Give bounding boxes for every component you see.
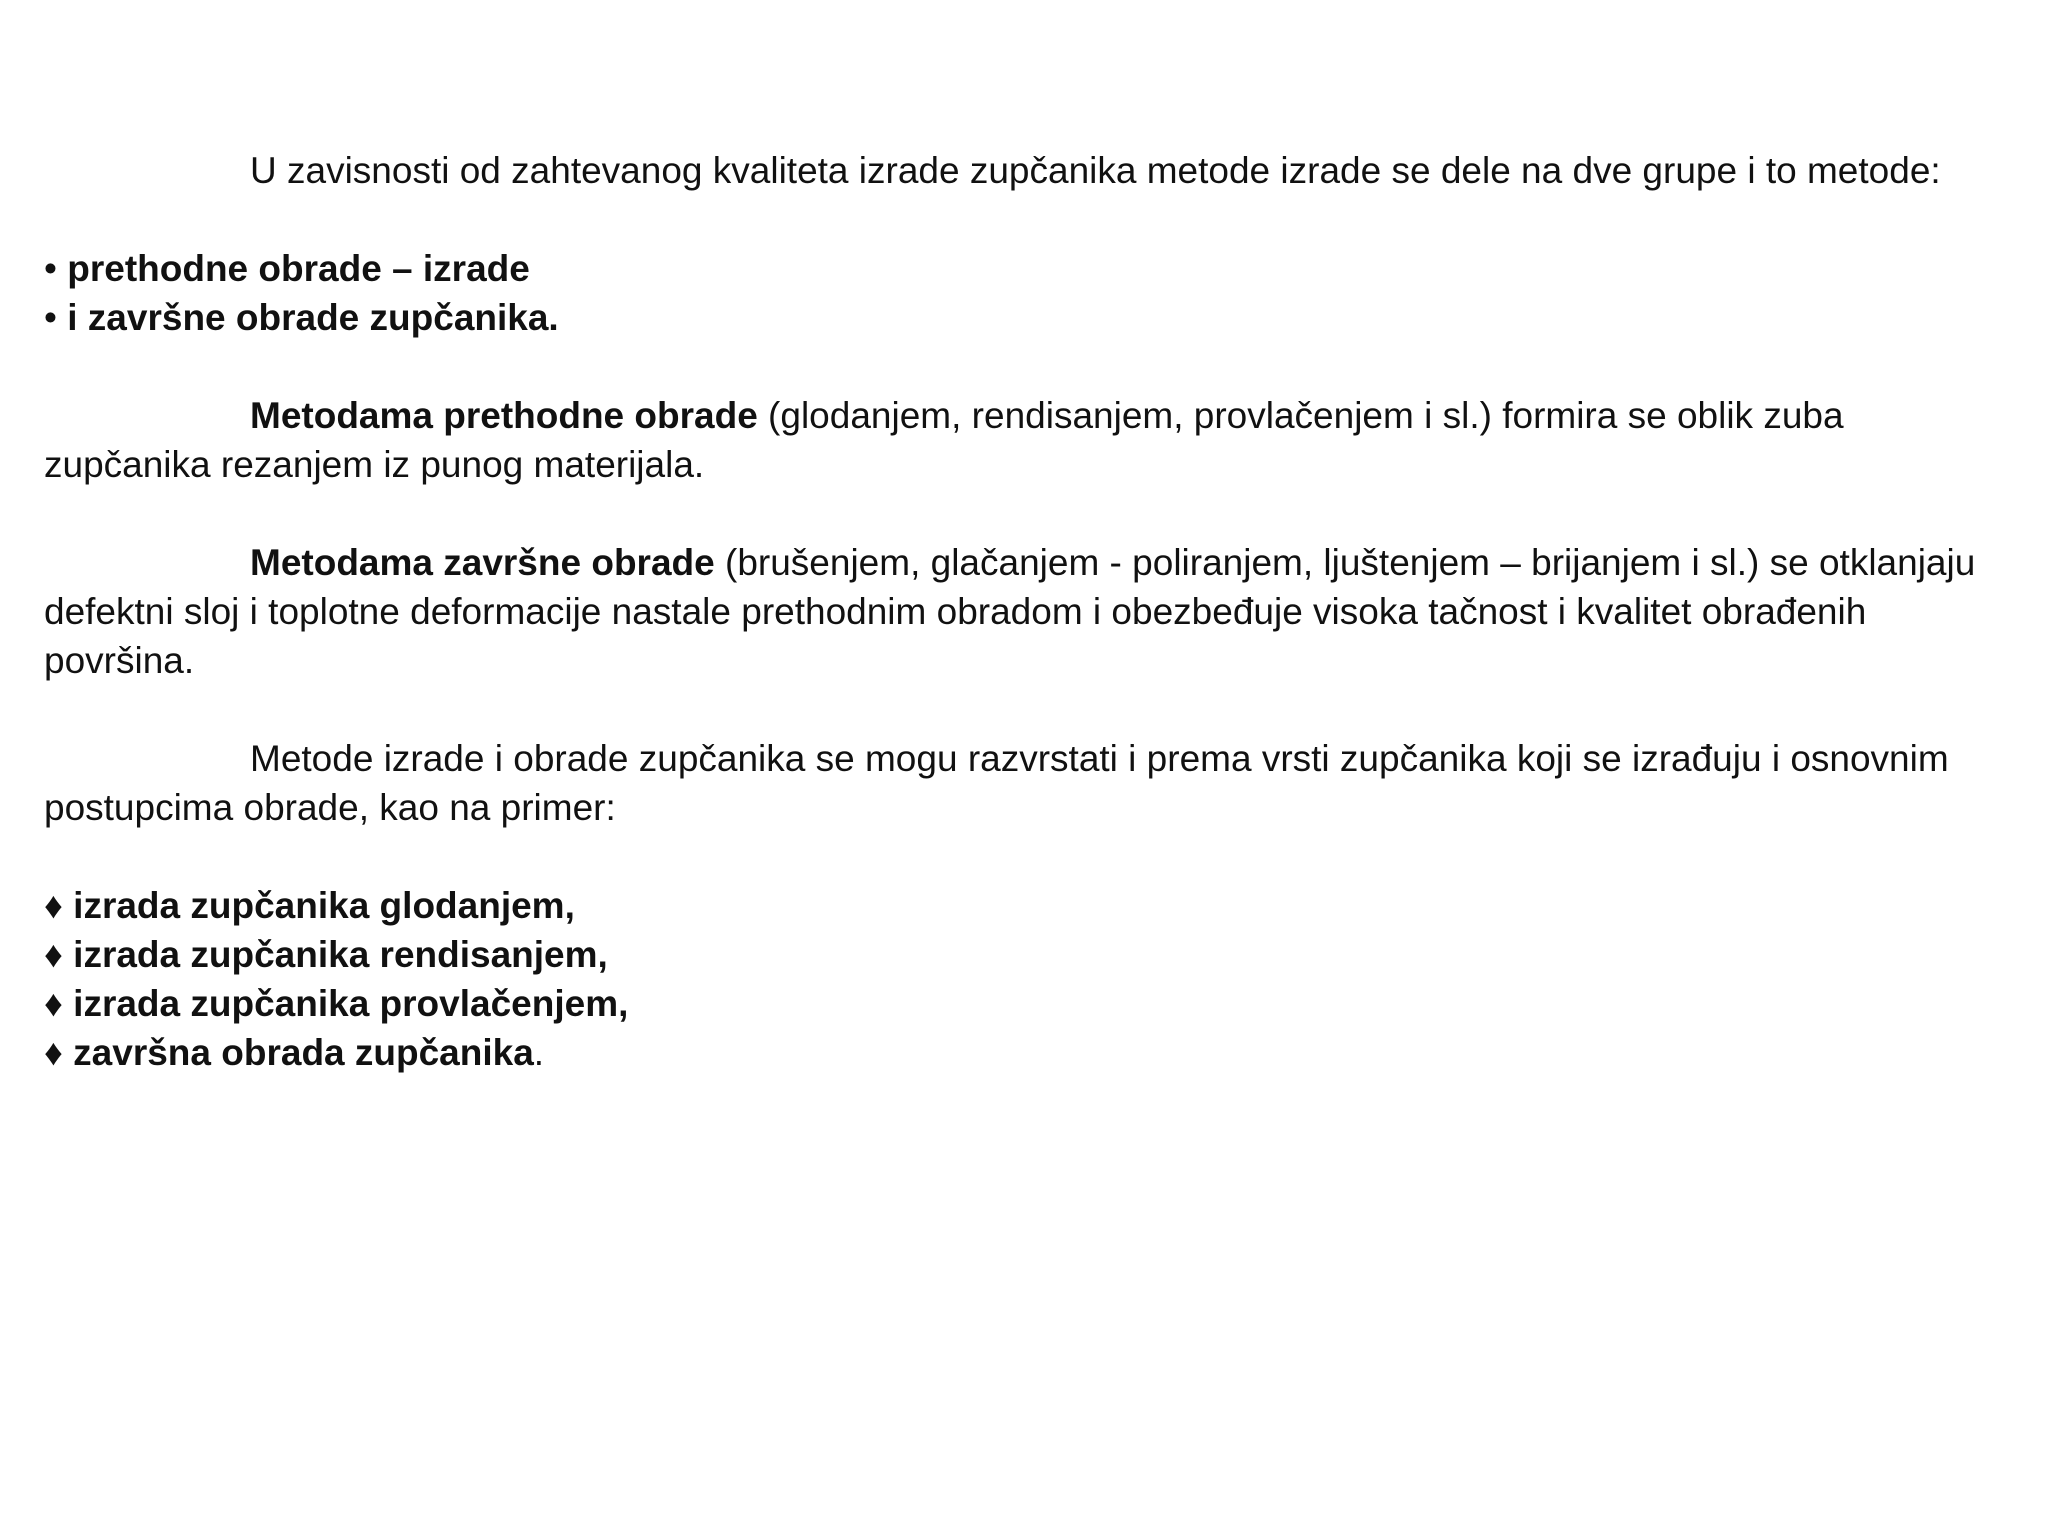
diamond-bullet-icon: ♦ (44, 885, 63, 926)
spacer (44, 342, 2014, 391)
spacer (44, 489, 2014, 538)
zavrsna-heading: Metodama završne obrade (250, 542, 715, 583)
list-item (44, 293, 2014, 342)
diamond-bullet-icon: ♦ (44, 934, 63, 975)
list-item-text: i završne obrade zupčanika. (67, 297, 559, 338)
list-item-text: izrada zupčanika provlačenjem, (73, 983, 629, 1024)
diamond-bullet-icon: ♦ (44, 1032, 63, 1073)
diamond-bullet-icon: ♦ (44, 983, 63, 1024)
methods-list (44, 881, 2014, 1077)
document-page (44, 146, 2014, 1077)
list-item-tail: . (533, 1032, 545, 1073)
intro-paragraph: U zavisnosti od zahtevanog kvaliteta izrade zupčanika metode izrade se dele na dve grupe i to metode: (250, 150, 1941, 191)
list-item-text: izrada zupčanika glodanjem, (73, 885, 575, 926)
list-item-text: izrada zupčanika rendisanjem, (73, 934, 608, 975)
razvrstavanje-paragraph: Metode izrade i obrade zupčanika se mogu razvrstati i prema vrsti zupčanika koji se izrađuju i osnovnim postupcima obrade, kao na primer: (44, 738, 1949, 828)
list-item-text: prethodne obrade – izrade (67, 248, 530, 289)
zavrsna-text: (brušenjem, glačanjem - poliranjem, ljuštenjem – brijanjem i sl.) se otklanjaju defektni sloj i toplotne deformacije nastale prethodnim obradom i obezbeđuje visoka tačnost i kvalitet obrađenih površina. (44, 542, 1976, 681)
list-item (44, 881, 2014, 930)
list-item (44, 979, 2014, 1028)
prethodna-text: (glodanjem, rendisanjem, provlačenjem i sl.) formira se oblik zuba zupčanika rezanjem iz punog materijala. (44, 395, 1844, 485)
prethodna-paragraph (44, 391, 2014, 489)
spacer (44, 832, 2014, 881)
bullet-icon: • (44, 297, 57, 338)
zavrsna-paragraph (44, 538, 2014, 685)
list-item (44, 930, 2014, 979)
prethodna-heading: Metodama prethodne obrade (250, 395, 758, 436)
list-item (44, 1028, 2014, 1077)
list-item-text: završna obrada zupčanika (73, 1032, 534, 1073)
bullet-icon: • (44, 248, 57, 289)
spacer (44, 195, 2014, 244)
spacer (44, 685, 2014, 734)
groups-list (44, 244, 2014, 342)
list-item (44, 244, 2014, 293)
